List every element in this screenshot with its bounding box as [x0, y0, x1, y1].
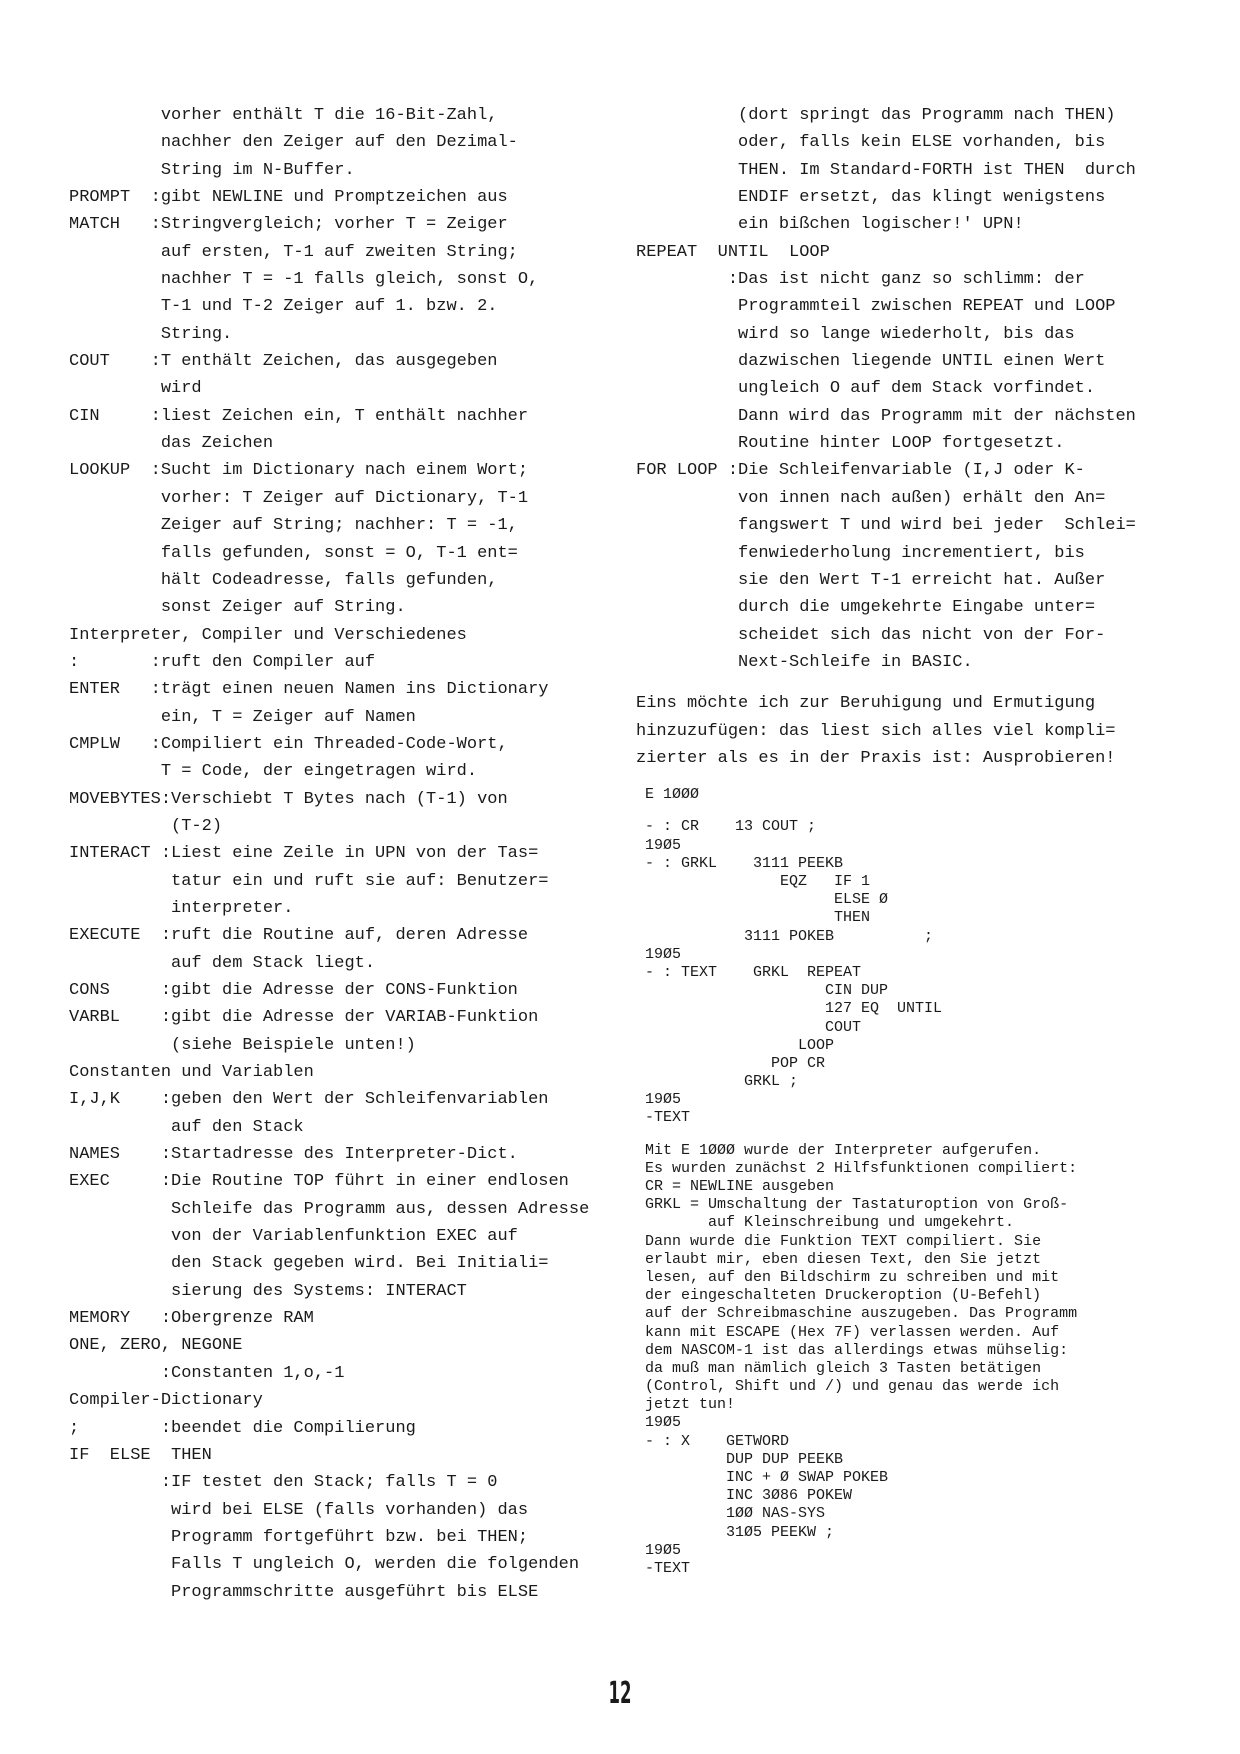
text-line: (dort springt das Programm nach THEN)	[636, 106, 1116, 125]
text-line: Interpreter, Compiler und Verschiedenes	[69, 625, 467, 645]
text-line: :Constanten 1,o,-1	[69, 1363, 345, 1383]
code-line: ELSE Ø	[636, 891, 889, 909]
code-line: Dann wurde die Funktion TEXT compiliert. Sie	[636, 1232, 1042, 1250]
code-line: - : GRKL 3111 PEEKB	[636, 854, 844, 872]
page-number: 12	[608, 1676, 632, 1711]
text-line: dazwischen liegende UNTIL einen Wert	[636, 352, 1106, 372]
code-line: DUP DUP PEEKB	[636, 1450, 844, 1468]
text-line: PROMPT :gibt NEWLINE und Promptzeichen aus	[69, 188, 508, 208]
text-line: interpreter.	[69, 898, 294, 918]
text-line: nachher T = -1 falls gleich, sonst O,	[69, 270, 539, 290]
code-line: GRKL = Umschaltung der Tastaturoption von Groß-	[636, 1196, 1069, 1214]
code-line: 31Ø5 PEEKW ;	[636, 1523, 835, 1541]
code-line: POP CR	[636, 1054, 826, 1072]
code-line: 19Ø5	[636, 945, 682, 963]
text-line: EXECUTE :ruft die Routine auf, deren Adresse	[69, 926, 529, 946]
code-line: Es wurden zunächst 2 Hilfsfunktionen compiliert:	[636, 1159, 1078, 1177]
text-line: T-1 und T-2 Zeiger auf 1. bzw. 2.	[69, 297, 498, 317]
text-line: MATCH :Stringvergleich; vorher T = Zeiger	[69, 215, 508, 235]
text-line: LOOKUP :Sucht im Dictionary nach einem Wort;	[69, 461, 529, 481]
code-listing-start	[636, 786, 1196, 804]
text-line: auf dem Stack liegt.	[69, 953, 376, 973]
text-line: ein bißchen logischer!' UPN!	[636, 215, 1024, 235]
text-line: auf ersten, T-1 auf zweiten String;	[69, 242, 518, 262]
text-line: Dann wird das Programm mit der nächsten	[636, 406, 1136, 426]
code-line: -TEXT	[636, 1559, 691, 1577]
right-paragraph	[636, 690, 1196, 772]
text-line: ein, T = Zeiger auf Namen	[69, 707, 416, 727]
code-line: da muß man nämlich gleich 3 Tasten betätigen	[636, 1359, 1042, 1377]
text-line: IF ELSE THEN	[69, 1445, 212, 1465]
text-line: sie den Wert T-1 erreicht hat. Außer	[636, 570, 1106, 590]
text-line: MEMORY :Obergrenze RAM	[69, 1309, 314, 1329]
text-line: Schleife das Programm aus, dessen Adresse	[69, 1199, 590, 1219]
text-line: ENTER :trägt einen neuen Namen ins Dictionary	[69, 680, 549, 700]
code-line: 19Ø5	[636, 1414, 682, 1432]
code-line: COUT	[636, 1018, 862, 1036]
text-line: auf den Stack	[69, 1117, 304, 1137]
code-line: dem NASCOM-1 ist das allerdings etwas mühselig:	[636, 1341, 1069, 1359]
text-line: CONS :gibt die Adresse der CONS-Funktion	[69, 981, 518, 1000]
code-line: INC 3Ø86 POKEW	[636, 1487, 853, 1505]
text-line: fangswert T und wird bei jeder Schlei=	[636, 516, 1136, 536]
text-line: VARBL :gibt die Adresse der VARIAB-Funktion	[69, 1008, 539, 1028]
text-line: (siehe Beispiele unten!)	[69, 1035, 416, 1055]
text-line: durch die umgekehrte Eingabe unter=	[636, 598, 1096, 618]
text-line: Eins möchte ich zur Beruhigung und Ermutigung	[636, 694, 1096, 714]
text-line: Programmteil zwischen REPEAT und LOOP	[636, 297, 1116, 317]
text-line: ungleich O auf dem Stack vorfindet.	[636, 379, 1096, 399]
text-line: THEN. Im Standard-FORTH ist THEN durch	[636, 160, 1136, 180]
text-line: :IF testet den Stack; falls T = 0	[69, 1473, 498, 1493]
text-line: CIN :liest Zeichen ein, T enthält nachher	[69, 406, 529, 426]
text-line: ENDIF ersetzt, das klingt wenigstens	[636, 188, 1106, 208]
code-line: auf der Schreibmaschine auszugeben. Das Programm	[636, 1305, 1078, 1323]
code-line: CR = NEWLINE ausgeben	[636, 1178, 835, 1195]
text-line: sonst Zeiger auf String.	[69, 598, 406, 618]
code-line: jetzt tun!	[636, 1396, 736, 1414]
text-line: scheidet sich das nicht von der For-	[636, 625, 1106, 645]
text-line: Routine hinter LOOP fortgesetzt.	[636, 434, 1065, 454]
text-line: von der Variablenfunktion EXEC auf	[69, 1227, 518, 1247]
text-line: NAMES :Startadresse des Interpreter-Dict.	[69, 1145, 518, 1165]
text-line: String im N-Buffer.	[69, 160, 355, 180]
text-line: das Zeichen	[69, 434, 274, 454]
right-prose	[636, 102, 1196, 676]
text-line: I,J,K :geben den Wert der Schleifenvariablen	[69, 1090, 549, 1110]
text-line: wird	[69, 379, 202, 399]
code-line: THEN	[636, 909, 871, 927]
text-line: String.	[69, 324, 233, 344]
text-line: Zeiger auf String; nachher: T = -1,	[69, 516, 518, 536]
code-line: CIN DUP	[636, 982, 889, 1000]
text-line: T = Code, der eingetragen wird.	[69, 762, 478, 782]
text-line: oder, falls kein ELSE vorhanden, bis	[636, 133, 1106, 153]
text-line: CMPLW :Compiliert ein Threaded-Code-Wort,	[69, 734, 508, 754]
code-line: (Control, Shift und /) und genau das werde ich	[636, 1378, 1060, 1396]
code-line: - : X GETWORD	[636, 1432, 790, 1450]
code-line: - : CR 13 COUT ;	[636, 818, 817, 836]
code-line: 19Ø5	[636, 1091, 682, 1109]
text-line: den Stack gegeben wird. Bei Initiali=	[69, 1254, 549, 1274]
text-line: INTERACT :Liest eine Zeile in UPN von der Tas=	[69, 844, 539, 864]
code-line: 19Ø5	[636, 1541, 682, 1559]
text-line: falls gefunden, sonst = O, T-1 ent=	[69, 543, 518, 563]
code-listing-definitions	[636, 818, 1196, 1127]
code-line: kann mit ESCAPE (Hex 7F) verlassen werden. Auf	[636, 1323, 1060, 1341]
text-line: vorher enthält T die 16-Bit-Zahl,	[69, 106, 498, 125]
text-line: Constanten und Variablen	[69, 1063, 314, 1083]
code-line: erlaubt mir, eben diesen Text, den Sie jetzt	[636, 1250, 1042, 1268]
text-line: ; :beendet die Compilierung	[69, 1418, 416, 1438]
code-line: 1ØØ NAS-SYS	[636, 1505, 826, 1523]
code-line: 3111 POKEB ;	[636, 927, 934, 945]
text-line: fenwiederholung incrementiert, bis	[636, 543, 1085, 563]
text-line: MOVEBYTES:Verschiebt T Bytes nach (T-1) von	[69, 789, 508, 809]
text-line: :Das ist nicht ganz so schlimm: der	[636, 270, 1085, 290]
text-line: COUT :T enthält Zeichen, das ausgegeben	[69, 352, 498, 372]
text-line: Programmschritte ausgeführt bis ELSE	[69, 1582, 539, 1602]
text-line: Compiler-Dictionary	[69, 1391, 263, 1411]
text-line: EXEC :Die Routine TOP führt in einer endlosen	[69, 1172, 569, 1192]
text-line: Next-Schleife in BASIC.	[636, 652, 973, 672]
text-line: vorher: T Zeiger auf Dictionary, T-1	[69, 488, 529, 508]
code-line: der eingeschalteten Druckeroption (U-Befehl)	[636, 1287, 1042, 1305]
text-line: REPEAT UNTIL LOOP	[636, 242, 830, 262]
code-line: E 1ØØØ	[636, 786, 700, 804]
text-line: tatur ein und ruft sie auf: Benutzer=	[69, 871, 549, 891]
text-line: hält Codeadresse, falls gefunden,	[69, 570, 498, 590]
text-line: wird so lange wiederholt, bis das	[636, 324, 1075, 344]
text-line: : :ruft den Compiler auf	[69, 652, 376, 672]
code-line: LOOP	[636, 1036, 835, 1054]
code-line: GRKL ;	[636, 1073, 799, 1091]
code-line: 19Ø5	[636, 836, 682, 854]
text-line: FOR LOOP :Die Schleifenvariable (I,J oder K-	[636, 461, 1085, 481]
right-column	[636, 102, 1196, 1578]
code-line: Mit E 1ØØØ wurde der Interpreter aufgerufen.	[636, 1141, 1042, 1159]
text-line: ONE, ZERO, NEGONE	[69, 1336, 243, 1356]
code-line: EQZ IF 1	[636, 873, 871, 890]
code-listing-notes	[636, 1142, 1196, 1579]
text-line: hinzuzufügen: das liest sich alles viel kompli=	[636, 721, 1116, 741]
code-line: INC + Ø SWAP POKEB	[636, 1469, 889, 1486]
text-line: zierter als es in der Praxis ist: Ausprobieren!	[636, 748, 1116, 768]
text-line: (T-2)	[69, 816, 223, 836]
text-line: nachher den Zeiger auf den Dezimal-	[69, 133, 518, 153]
text-line: wird bei ELSE (falls vorhanden) das	[69, 1500, 529, 1520]
code-line: lesen, auf den Bildschirm zu schreiben und mit	[636, 1268, 1060, 1286]
text-line: Falls T ungleich O, werden die folgenden	[69, 1555, 580, 1575]
code-line: auf Kleinschreibung und umgekehrt.	[636, 1214, 1015, 1232]
text-line: sierung des Systems: INTERACT	[69, 1281, 467, 1301]
left-column	[69, 102, 629, 1606]
code-line: - : TEXT GRKL REPEAT	[636, 963, 862, 981]
text-line: von innen nach außen) erhält den An=	[636, 488, 1106, 508]
code-line: -TEXT	[636, 1109, 691, 1127]
code-line: 127 EQ UNTIL	[636, 1000, 943, 1018]
text-line: Programm fortgeführt bzw. bei THEN;	[69, 1527, 529, 1547]
